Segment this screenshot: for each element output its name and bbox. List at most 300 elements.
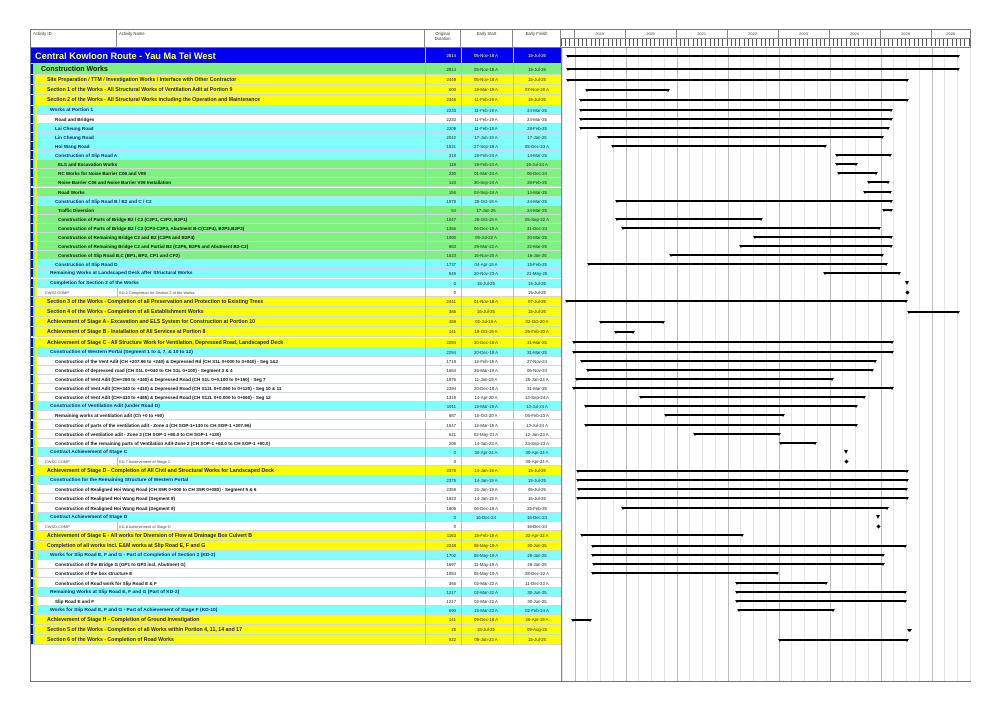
gantt-bar[interactable]	[581, 534, 743, 536]
gantt-bar[interactable]	[738, 609, 834, 611]
column-separator	[425, 597, 426, 606]
gantt-bar[interactable]	[836, 163, 857, 165]
column-separator	[513, 348, 514, 357]
activity-row[interactable]	[31, 366, 561, 375]
gantt-bar[interactable]	[622, 507, 888, 509]
gantt-bar[interactable]	[612, 145, 826, 147]
gantt-bar[interactable]	[754, 236, 891, 238]
column-separator	[513, 133, 514, 142]
activity-duration: 1737	[446, 262, 456, 268]
year-gridline	[728, 48, 729, 681]
timeline-month-tick	[969, 39, 973, 46]
column-separator	[461, 513, 462, 522]
column-separator	[461, 64, 462, 75]
column-separator	[425, 466, 426, 476]
milestone-diamond[interactable]	[844, 459, 848, 463]
activity-row[interactable]	[31, 307, 561, 317]
column-separator	[513, 625, 514, 635]
activity-row[interactable]	[31, 133, 561, 142]
activity-name: Achievement of Stage H - Completion of Ground Investigation	[47, 616, 200, 623]
quarter-gridline	[791, 48, 792, 681]
gantt-bar[interactable]	[588, 263, 887, 265]
activity-duration: 0	[453, 289, 456, 295]
header-early-finish[interactable]: Early Finish	[513, 30, 561, 47]
activity-name: Construction of Slip Road B,C (BP1, BP2, CP1 and CP2)	[58, 253, 180, 259]
activity-start: 17-Jan-25	[476, 207, 496, 213]
column-separator	[425, 421, 426, 430]
gantt-bar[interactable]	[592, 545, 905, 547]
timeline-year-2026: 2026	[931, 30, 970, 38]
gantt-bar[interactable]	[592, 572, 778, 574]
column-separator	[461, 615, 462, 625]
activity-start: 29-Mar-22 A	[474, 244, 498, 250]
activity-start: 09-Dec-18 A	[474, 616, 498, 622]
activity-name: Section 2 of the Works - All Structural Works including the Operation and Maintenance	[47, 97, 261, 104]
quarter-gridline	[740, 48, 741, 681]
column-separator	[425, 124, 426, 133]
activity-duration: 922	[448, 637, 456, 643]
activity-duration: 2042	[446, 134, 456, 140]
gantt-bar[interactable]	[616, 218, 762, 220]
activity-name: Construction of Western Portal (Segment 1 to 4, 7, & 10 to 12)	[50, 349, 193, 355]
activity-row[interactable]	[31, 75, 561, 85]
column-separator	[461, 625, 462, 635]
quarter-gridline	[817, 48, 818, 681]
column-separator	[425, 338, 426, 348]
activity-row[interactable]	[31, 224, 561, 233]
activity-start: 06-May-19 A	[473, 571, 499, 577]
gantt-bar[interactable]	[573, 341, 893, 343]
activity-row[interactable]	[31, 466, 561, 476]
activity-row[interactable]	[31, 421, 561, 430]
activity-row[interactable]	[31, 476, 561, 485]
column-separator	[513, 504, 514, 513]
activity-duration: 459	[448, 319, 456, 325]
gantt-bar[interactable]	[573, 351, 893, 353]
activity-name: Section 1 of the Works - All Structural Works of Ventilation Adit at Portion 9	[47, 87, 233, 94]
gantt-bar[interactable]	[868, 181, 889, 183]
activity-start: 02-Mar-22 A	[474, 598, 498, 604]
gantt-bar[interactable]	[883, 209, 892, 211]
gantt-bar[interactable]	[864, 191, 891, 193]
activity-row[interactable]	[31, 522, 561, 531]
activity-duration: 1702	[446, 553, 456, 559]
gantt-bar[interactable]	[567, 55, 959, 57]
gantt-bar[interactable]	[615, 331, 633, 333]
column-separator	[513, 569, 514, 578]
timeline-year-2025: 2025	[880, 30, 931, 38]
activity-row[interactable]	[31, 215, 561, 224]
activity-row[interactable]	[31, 206, 561, 215]
activity-finish: 15-Jul-25	[528, 478, 546, 484]
column-separator	[461, 569, 462, 578]
activity-duration: 123	[448, 180, 456, 186]
activity-row[interactable]	[31, 115, 561, 124]
activity-finish: 22-Mar-25	[527, 244, 547, 250]
gantt-bar[interactable]	[587, 369, 873, 371]
activity-duration: 2209	[446, 125, 456, 131]
column-separator	[425, 411, 426, 420]
column-separator	[425, 513, 426, 522]
activity-row[interactable]	[31, 448, 561, 457]
activity-name: Construction of the Bridge G (GP1 to GP3 incl. Abutment G)	[55, 562, 186, 568]
column-separator	[461, 457, 462, 466]
gantt-bar[interactable]	[585, 405, 857, 407]
column-separator	[461, 357, 462, 366]
activity-row[interactable]	[31, 178, 561, 187]
timeline-year-2024: 2024	[829, 30, 880, 38]
column-separator	[425, 551, 426, 560]
gantt-bar[interactable]	[598, 136, 883, 138]
activity-row[interactable]	[31, 95, 561, 105]
column-separator	[461, 288, 462, 297]
activity-row[interactable]	[31, 85, 561, 95]
activity-duration: 2358	[446, 487, 456, 493]
activity-name: Hoi Wang Road	[55, 144, 90, 149]
gantt-bar[interactable]	[616, 200, 892, 202]
gantt-bar[interactable]	[573, 387, 893, 389]
gantt-bar[interactable]	[592, 554, 884, 556]
activity-finish: 13-Sep-24 A	[525, 395, 549, 401]
activity-start: 15-Mar-22 A	[474, 607, 498, 613]
activity-row[interactable]	[31, 551, 561, 560]
column-separator	[425, 95, 426, 105]
activity-row[interactable]	[31, 402, 561, 411]
activity-duration: 690	[448, 607, 456, 613]
gantt-bar[interactable]	[580, 118, 892, 120]
activity-duration: 54	[451, 207, 456, 213]
gantt-bar[interactable]	[577, 479, 908, 481]
column-separator	[425, 106, 426, 115]
activity-start: 25-Oct-19 A	[474, 216, 498, 222]
activity-duration: 2375	[446, 468, 456, 473]
quarter-gridline	[638, 48, 639, 681]
column-separator	[513, 457, 514, 466]
activity-finish: 15-Jul-26	[528, 308, 546, 314]
activity-finish: 15-Jul-25	[528, 468, 546, 473]
column-separator	[513, 579, 514, 588]
column-separator	[425, 522, 426, 531]
gantt-bar[interactable]	[578, 488, 907, 490]
column-separator	[513, 338, 514, 348]
timeline-year-2023: 2023	[778, 30, 829, 38]
activity-row[interactable]	[31, 242, 561, 251]
quarter-gridline	[651, 48, 652, 681]
gantt-bar[interactable]	[580, 127, 888, 129]
gantt-bar[interactable]	[593, 563, 884, 565]
activity-row[interactable]	[31, 160, 561, 169]
activity-start: 06-Dec-19 A	[474, 505, 498, 511]
gantt-bar[interactable]	[572, 619, 591, 621]
gantt-bar[interactable]	[665, 414, 783, 416]
activity-start: 11-Feb-19 A	[474, 97, 498, 103]
activity-name: Construction for the Remaining Structure of Western Portal	[50, 478, 189, 484]
activity-finish: 22-Apr-22 A	[525, 532, 549, 538]
activity-start: 06-Dec-19 A	[474, 225, 498, 231]
activity-duration: 2449	[446, 77, 456, 82]
activity-row[interactable]	[31, 531, 561, 541]
gantt-bar[interactable]	[736, 582, 826, 584]
activity-row[interactable]	[31, 188, 561, 197]
gantt-bar[interactable]	[779, 639, 908, 641]
activity-row[interactable]	[31, 269, 561, 278]
column-header	[31, 30, 970, 48]
gantt-bar[interactable]	[736, 591, 906, 593]
gantt-bar[interactable]	[576, 378, 833, 380]
activity-name: Construction of the box structure E	[55, 571, 133, 577]
column-separator	[425, 115, 426, 124]
column-separator	[461, 421, 462, 430]
gantt-bar[interactable]	[567, 68, 959, 70]
activity-finish: 07-Nov-20 A	[525, 87, 549, 93]
activity-finish: 06-Dec-24	[526, 171, 548, 177]
gantt-bar[interactable]	[640, 396, 865, 398]
gantt-bar[interactable]	[580, 109, 892, 111]
column-separator	[425, 288, 426, 297]
quarter-gridline	[587, 48, 588, 681]
year-gridline	[575, 48, 576, 681]
column-separator	[461, 504, 462, 513]
gantt-bar[interactable]	[780, 442, 815, 444]
column-separator	[513, 541, 514, 551]
activity-row[interactable]	[31, 251, 561, 260]
activity-finish: 30-Jun-25	[527, 589, 547, 595]
column-separator	[513, 115, 514, 124]
activity-row[interactable]	[31, 541, 561, 551]
activity-row[interactable]	[31, 142, 561, 151]
activity-row[interactable]	[31, 317, 561, 327]
activity-start: 16-Nov-20 A	[474, 253, 498, 259]
milestone-diamond[interactable]	[906, 290, 910, 294]
activity-finish: 21-May-25	[526, 271, 548, 277]
gantt-bar[interactable]	[694, 433, 780, 435]
activity-row[interactable]	[31, 606, 561, 615]
activity-row[interactable]	[31, 597, 561, 606]
column-separator	[425, 142, 426, 151]
activity-duration: 2294	[446, 339, 456, 345]
column-separator	[461, 233, 462, 242]
column-separator	[513, 188, 514, 197]
activity-name: Construction of Vent Adit (CH+290 to +340) & Depressed Road (CH S1L 0+0.100 to 0+160) - Seg 7	[55, 377, 266, 382]
activity-row[interactable]	[31, 260, 561, 269]
column-separator	[461, 579, 462, 588]
activity-duration: 1319	[446, 395, 456, 401]
activity-finish: 28-Feb-25	[527, 125, 547, 131]
activity-finish: 06-Nov-24	[526, 367, 548, 373]
gantt-bar[interactable]	[908, 311, 959, 313]
gantt-bar[interactable]	[740, 245, 892, 247]
activity-name: Construction of Slip Road B / B2 and C / C2	[55, 198, 152, 204]
column-separator	[513, 197, 514, 206]
activity-row[interactable]	[31, 233, 561, 242]
activity-name: Central Kowloon Route - Yau Ma Tei West	[35, 51, 216, 61]
activity-row[interactable]	[31, 625, 561, 635]
column-separator	[425, 384, 426, 393]
activity-duration: 687	[448, 413, 456, 419]
column-separator	[461, 279, 462, 288]
activity-start	[461, 522, 511, 531]
activity-name: Slip Road E and F	[55, 598, 95, 604]
activity-start: 06-May-19 A	[473, 553, 499, 559]
activity-row[interactable]	[31, 151, 561, 160]
year-gridline	[881, 48, 882, 681]
activity-name: Road Works	[58, 189, 85, 195]
activity-name: Achievement of Stage E - All works for Diversion of Flow at Drainage Box Culvert B	[47, 532, 253, 539]
timeline-year-2021: 2021	[676, 30, 727, 38]
column-separator	[461, 430, 462, 439]
activity-name: Construction of Parts of Bridge B2 / C2 (CP3-C2P3, Abutment B-C(C2P4), B2P2,B2P3)	[58, 225, 245, 231]
header-early-start[interactable]: Early Start	[461, 30, 513, 47]
gantt-bar[interactable]	[577, 497, 908, 499]
milestone-marker[interactable]	[844, 450, 848, 454]
activity-row[interactable]	[31, 288, 561, 297]
activity-row[interactable]	[31, 393, 561, 402]
activity-row[interactable]	[31, 494, 561, 503]
column-separator	[513, 85, 514, 95]
header-activity-name[interactable]: Activity Name	[117, 30, 425, 47]
activity-duration: 2294	[446, 386, 456, 392]
activity-row[interactable]	[31, 169, 561, 178]
gantt-bar[interactable]	[567, 79, 908, 81]
activity-row[interactable]	[31, 615, 561, 625]
activity-row[interactable]	[31, 64, 561, 75]
column-separator	[425, 48, 426, 64]
activity-duration: 1718	[446, 358, 456, 364]
activity-row[interactable]	[31, 297, 561, 307]
quarter-gridline	[689, 48, 690, 681]
column-separator	[461, 224, 462, 233]
activity-finish: 24-Mar-25	[527, 107, 547, 113]
column-separator	[513, 64, 514, 75]
activity-row[interactable]	[31, 327, 561, 337]
activity-start: 11-May-19 A	[473, 562, 499, 568]
activity-row[interactable]	[31, 357, 561, 366]
gantt-bar[interactable]	[600, 321, 664, 323]
activity-duration: 25	[451, 627, 456, 633]
activity-finish: 31-Mar-25	[527, 386, 547, 392]
activity-name: KD-2 Completion for Section 2 of the Works	[119, 289, 195, 295]
column-separator	[513, 251, 514, 260]
milestone-marker[interactable]	[876, 515, 880, 519]
activity-row[interactable]	[31, 430, 561, 439]
activity-start: 06-May-19 A	[473, 543, 499, 548]
column-separator	[513, 327, 514, 337]
quarter-gridline	[893, 48, 894, 681]
column-separator	[513, 366, 514, 375]
activity-row[interactable]	[31, 560, 561, 569]
gantt-bar[interactable]	[580, 99, 908, 101]
activity-row[interactable]	[31, 569, 561, 578]
gantt-bar[interactable]	[836, 154, 891, 156]
activity-row[interactable]	[31, 106, 561, 115]
activity-row[interactable]	[31, 338, 561, 348]
activity-start: 20-Dec-18 A	[474, 349, 498, 355]
activity-finish: 15-Jul-25	[528, 637, 546, 643]
column-separator	[461, 402, 462, 411]
activity-row[interactable]	[31, 348, 561, 357]
gantt-bar[interactable]	[838, 172, 877, 174]
activity-duration: 1547	[446, 422, 456, 428]
gantt-bar[interactable]	[566, 300, 907, 302]
activity-row[interactable]	[31, 457, 561, 466]
gantt-bar[interactable]	[585, 424, 857, 426]
activity-finish: 31-Dec-24	[526, 225, 548, 231]
activity-name: Contract Achievement of Stage D	[50, 514, 128, 520]
activity-name: Remaining Works at Slip Road E, F and G (Part of KD-2)	[50, 589, 180, 595]
activity-row[interactable]	[31, 384, 561, 393]
activity-row[interactable]	[31, 411, 561, 420]
activity-finish: 15-Jul-25	[528, 97, 546, 103]
column-separator	[461, 494, 462, 503]
activity-finish: 20-Mar-25	[527, 235, 547, 240]
activity-row[interactable]	[31, 485, 561, 494]
header-activity-id[interactable]: Activity ID	[31, 30, 117, 47]
column-separator	[513, 430, 514, 439]
gantt-bar[interactable]	[622, 227, 880, 229]
column-separator	[461, 466, 462, 476]
column-separator	[425, 485, 426, 494]
gantt-bar[interactable]	[824, 272, 901, 274]
activity-start: 30-Apr-24 A	[474, 449, 498, 455]
activity-row[interactable]	[31, 48, 561, 64]
milestone-marker[interactable]	[905, 281, 909, 285]
activity-row[interactable]	[31, 197, 561, 206]
activity-start: 12-Mar-19 A	[474, 404, 498, 410]
activity-finish: 29-Feb-20 A	[525, 329, 549, 335]
activity-duration: 1356	[446, 225, 456, 231]
activity-row[interactable]	[31, 513, 561, 522]
activity-row[interactable]	[31, 124, 561, 133]
activity-start: 01-Mar-24 A	[474, 171, 498, 177]
column-separator	[461, 178, 462, 187]
activity-row[interactable]	[31, 588, 561, 597]
activity-name: Site Preparation / TTM / Investigation Works / Interface with Other Contractor	[47, 77, 237, 83]
column-separator	[513, 142, 514, 151]
gantt-bar[interactable]	[736, 600, 906, 602]
activity-finish: 26-Apr-19 A	[525, 616, 549, 622]
timeline-year-2019: 2019	[574, 30, 625, 38]
activity-row[interactable]	[31, 579, 561, 588]
gantt-bar[interactable]	[581, 360, 876, 362]
gantt-bar[interactable]	[586, 89, 669, 91]
gantt-bar[interactable]	[577, 470, 908, 472]
activity-row[interactable]	[31, 279, 561, 288]
column-separator	[513, 95, 514, 105]
activity-id: CWSD.COMP	[45, 523, 70, 529]
activity-name: Construction of Slip Road D	[55, 262, 118, 268]
column-separator	[461, 215, 462, 224]
activity-row[interactable]	[31, 375, 561, 384]
activity-finish: 13-Jul-24 A	[526, 422, 548, 428]
activity-name: Achievement of Stage C - All Structure Work for Ventilation, Depressed Road, Landscaped Deck	[47, 339, 284, 346]
column-separator	[425, 224, 426, 233]
column-separator	[425, 476, 426, 485]
column-separator	[461, 348, 462, 357]
header-original-duration[interactable]: Original Duration	[425, 30, 461, 47]
gantt-bar[interactable]	[908, 629, 911, 631]
activity-start: 10-Oct-20 A	[474, 413, 498, 419]
column-separator	[425, 279, 426, 288]
column-separator	[425, 560, 426, 569]
activity-finish: 05-Jul-25	[528, 487, 546, 493]
activity-finish: 25-Feb-25	[527, 505, 547, 511]
activity-name: Construction of parts of the ventilation adit - Zone 4 (CH SOP-1+130 to CH SOP-1 +207.96)	[55, 422, 252, 428]
activity-row[interactable]	[31, 635, 561, 645]
activity-row[interactable]	[31, 439, 561, 448]
gantt-bar[interactable]	[670, 254, 882, 256]
column-separator	[425, 615, 426, 625]
activity-row[interactable]	[31, 504, 561, 513]
